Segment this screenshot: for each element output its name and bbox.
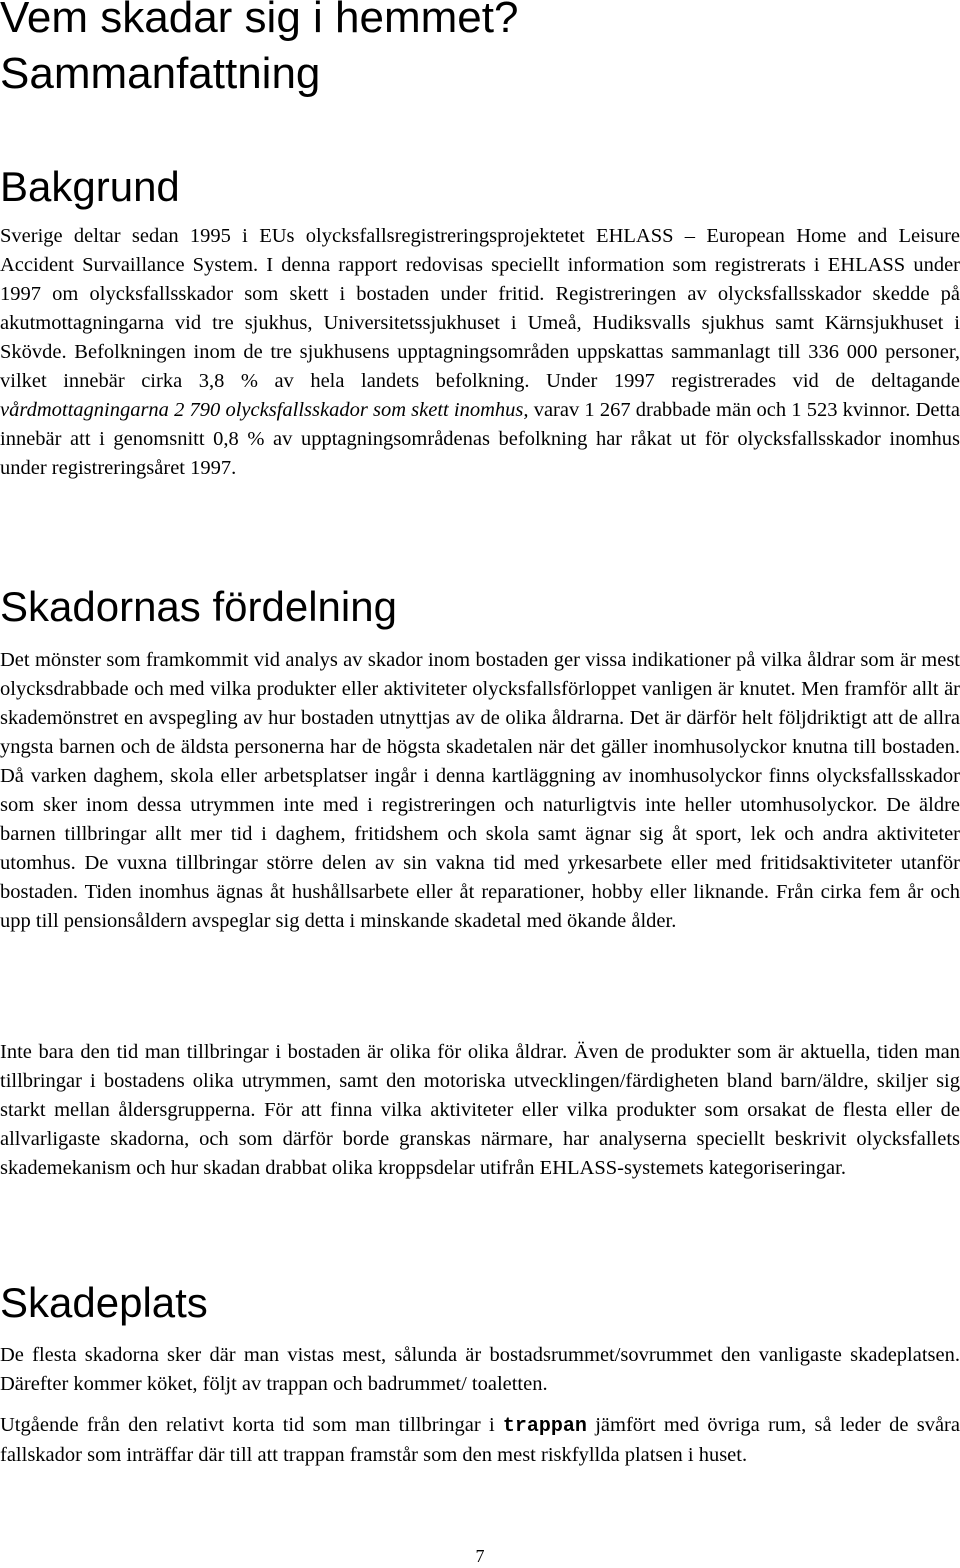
page-number [0, 1545, 960, 1567]
paragraph-bakgrund [0, 222, 960, 483]
heading-bakgrund: Bakgrund [0, 163, 180, 210]
paragraph-skadeplats-2-text1: Utgående från den relativt korta tid som man tillbringar i [0, 1414, 503, 1436]
paragraph-skadeplats-2-text2: jämfört med övriga rum, så leder de svåra fallskador som inträffar där till att trappan framstår som den mest riskfyllda platsen i huset. [0, 1414, 960, 1466]
paragraph-bakgrund-text1: Sverige deltar sedan 1995 i EUs olycksfallsregistreringsprojektetet EHLASS – European Home and Leisure Accident Survaillance System. I denna rapport redovisas speciellt information som registrerats i EHLASS under 1997 om olycksfallsskador som skett i bostaden under fritid. Registreringen av olycksfallsskador skedde på akutmottagningarna vid tre sjukhus, Universitetssjukhuset i Umeå, Hudiksvalls sjukhus samt Kärnsjukhuset i Skövde. Befolkningen inom de tre sjukhusens upptagningsområden uppskattas sammanlagt till 336 000 personer, vilket innebär cirka 3,8 % av hela landets befolkning. Under 1997 registrerades vid de deltagande [0, 225, 960, 392]
paragraph-fordelning-1: Det mönster som framkommit vid analys av skador inom bostaden ger vissa indikationer på vilka åldrar som är mest olycksdrabbade och med vilka produkter eller aktiviteter olycksfallsförloppet vanligen är knutet. Men framför allt är skademönstret en avspegling av hur bostaden utnyttjas av de olika åldrarna. Det är därför helt följdriktigt att de allra yngsta barnen och de äldsta personerna har de högsta skadetalen när det gäller inomhusolyckor knutna till bostaden. Då varken daghem, skola eller arbetsplatser ingår i denna kartläggning av inomhusolyckor finns olycksfallsskador som sker inom dessa utrymmen inte med i registreringen och naturligtvis inte heller utomhusolyckor. De äldre barnen tillbringar allt mer tid i daghem, fritidshem och skola samt ägnar sig åt sport, lek och andra aktiviteter utomhus. De vuxna tillbringar större delen av sin vakna tid med yrkesarbete eller med fritidsaktiviteter utanför bostaden. Tiden inomhus ägnas åt hushållsarbete eller åt reparationer, hobby eller liknande. Från cirka fem år och upp till pensionsåldern avspeglar sig detta i minskande skadetal med ökande ålder. [0, 649, 960, 932]
paragraph-bakgrund-text2: varav 1 267 drabbade män och 1 523 kvinnor. Detta innebär att i genomsnitt 0,8 % av upptagningsområdenas befolkning har råkat ut för olycksfallsskador inomhus under registreringsåret 1997. [0, 399, 960, 479]
paragraph-skadeplats-1: De flesta skadorna sker där man vistas mest, sålunda är bostadsrummet/sovrummet den vanligaste skadeplatsen. Därefter kommer köket, följt av trappan och badrummet/ toaletten. [0, 1344, 960, 1395]
page-number-value: 7 [475, 1546, 485, 1566]
heading-skadeplats: Skadeplats [0, 1279, 208, 1326]
heading-skadornas-fordelning: Skadornas fördelning [0, 583, 397, 630]
page-title-line2: Sammanfattning [0, 49, 321, 98]
paragraph-skadeplats-2 [0, 1411, 960, 1470]
paragraph-skadeplats-2-bold: trappan [502, 1415, 587, 1438]
page-title [0, 0, 518, 102]
page-title-line1: Vem skadar sig i hemmet? [0, 0, 519, 42]
paragraph-fordelning-2: Inte bara den tid man tillbringar i bostaden är olika för olika åldrar. Även de produkter som är aktuella, tiden man tillbringar i bostadens olika utrymmen, samt den motoriska utvecklingen/färdigheten bland barn/äldre, skiljer sig starkt mellan åldersgrupperna. För att finna vilka aktiviteter eller vilka produkter som orsakat de flesta eller de allvarligaste skadorna, och som därför borde granskas närmare, har analyserna speciellt beskrivit olycksfallets skademekanism och hur skadan drabbat olika kroppsdelar utifrån EHLASS-systemets kategoriseringar. [0, 1041, 960, 1179]
paragraph-bakgrund-italic: vårdmottagningarna 2 790 olycksfallsskador som skett inomhus, [0, 399, 529, 421]
